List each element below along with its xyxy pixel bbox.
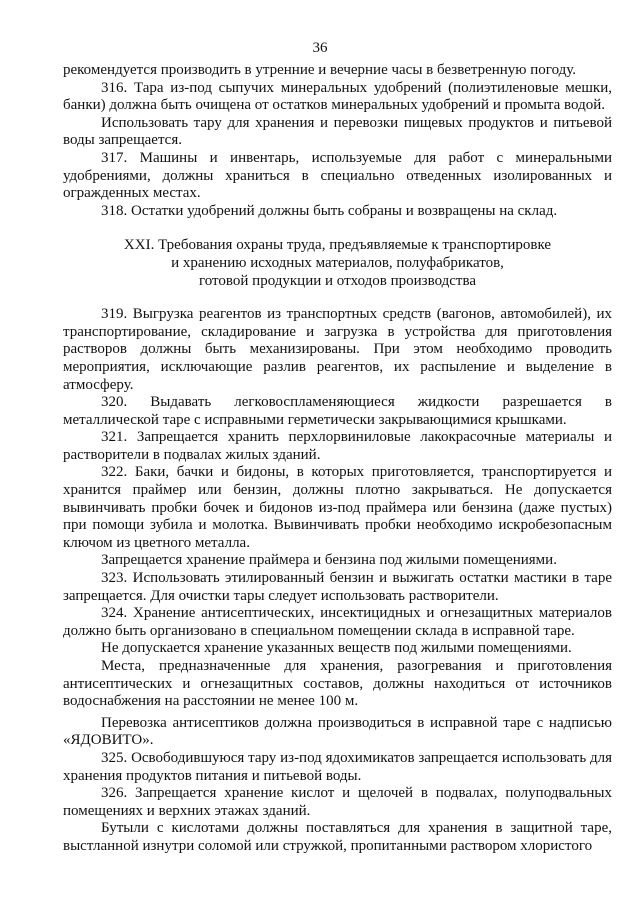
paragraph-322: 322. Баки, бачки и бидоны, в которых приготовляется, транспортируется и хранится праймер или бензин, должны плотно закрываться. Не допускается вывинчивать пробки бочек и бидонов из-под праймера или бензина (даже пустых) при помощи зубила и молотка. Вывинчивать пробки необходимо искробезопасным ключом из цветного металла.	[63, 464, 612, 551]
paragraph-324-b: Не допускается хранение указанных веществ под жилыми помещениями.	[101, 640, 572, 657]
paragraph-321: 321. Запрещается хранить перхлорвиниловые лакокрасочные материалы и растворители в подвалах жилых зданий.	[63, 429, 612, 463]
paragraph-317: 317. Машины и инвентарь, используемые для работ с минеральными удобрениями, должны храниться в специально отведенных изолированных и огражденных местах.	[63, 149, 612, 202]
paragraph-324-d: Перевозка антисептиков должна производиться в исправной таре с надписью «ЯДОВИТО».	[63, 714, 612, 749]
paragraph-326: 326. Запрещается хранение кислот и щелочей в подвалах, полуподвальных помещениях и верхних этажах зданий.	[63, 785, 612, 819]
section-heading-line-1: XXI. Требования охраны труда, предъявляемые к транспортировке	[123, 237, 552, 254]
paragraph-316: 316. Тара из-под сыпучих минеральных удобрений (полиэтиленовые мешки, банки) должна быть очищена от остатков минеральных удобрений и промыта водой.	[63, 79, 612, 114]
paragraph-324-c: Места, предназначенные для хранения, разогревания и приготовления антисептических и огнезащитных составов, должны находиться от источников водоснабжения на расстоянии не менее 100 м.	[63, 658, 612, 710]
paragraph-319: 319. Выгрузка реагентов из транспортных средств (вагонов, автомобилей), их транспортирование, складирование и загрузка в устройства для приготовления растворов должны быть механизированы. При этом необходимо проводить мероприятия, исключающие разлив реагентов, их распыление и выделение в атмосферу.	[63, 306, 612, 393]
section-heading-line-3: готовой продукции и отходов производства	[198, 272, 477, 289]
paragraph-320: 320. Выдавать легковоспламеняющиеся жидкости разрешается в металлической таре с исправными герметически закрывающимися крышками.	[63, 394, 612, 428]
page-number: 36	[312, 40, 328, 56]
paragraph-324: 324. Хранение антисептических, инсектицидных и огнезащитных материалов должно быть организовано в специальном помещении склада в исправной таре.	[63, 605, 612, 639]
paragraph-323: 323. Использовать этилированный бензин и выжигать остатки мастики в таре запрещается. Для очистки тары следует использовать растворители.	[63, 570, 612, 604]
section-heading	[63, 237, 612, 290]
document-body	[63, 62, 612, 856]
paragraph-326-b: Бутыли с кислотами должны поставляться для хранения в защитной таре, выстланной изнутри соломой или стружкой, пропитанными раствором хлористого	[63, 820, 612, 854]
paragraph-continuation: рекомендуется производить в утренние и вечерние часы в безветренную погоду.	[63, 62, 577, 78]
paragraph-322-b: Запрещается хранение праймера и бензина под жилыми помещениями.	[101, 552, 557, 569]
paragraph-316-b: Использовать тару для хранения и перевозки пищевых продуктов и питьевой воды запрещается.	[63, 114, 612, 149]
paragraph-318: 318. Остатки удобрений должны быть собраны и возвращены на склад.	[101, 202, 558, 219]
section-heading-line-2: и хранению исходных материалов, полуфабрикатов,	[171, 254, 504, 271]
paragraph-325: 325. Освободившуюся тару из-под ядохимикатов запрещается использовать для хранения продуктов питания и питьевой воды.	[63, 749, 612, 784]
